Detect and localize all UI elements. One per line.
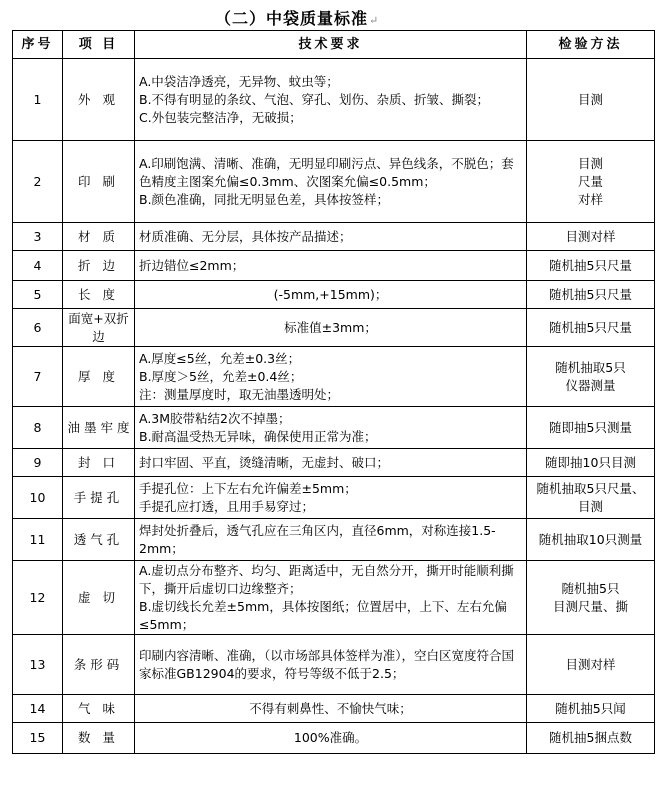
row-requirement xyxy=(135,635,527,695)
row-number: 4 xyxy=(13,251,63,281)
requirement-line: 焊封处折叠后，透气孔应在三角区内，直径6mm，对称连接1.5-2mm； xyxy=(139,522,496,556)
row-requirement xyxy=(135,723,527,754)
section-title xyxy=(215,6,379,29)
row-requirement xyxy=(135,695,527,723)
row-item: 手提孔 xyxy=(63,477,135,519)
row-number: 15 xyxy=(13,723,63,754)
row-method xyxy=(527,347,655,407)
row-requirement xyxy=(135,347,527,407)
row-item: 厚 度 xyxy=(63,347,135,407)
requirement-line: B.厚度＞5丝，允差±0.4丝； xyxy=(139,368,303,384)
requirement-line: 材质准确、无分层，具体按产品描述； xyxy=(139,228,352,244)
method-line: 随机抽5只闻 xyxy=(555,700,626,716)
header-method: 检验方法 xyxy=(527,31,655,59)
row-requirement xyxy=(135,223,527,251)
row-number: 12 xyxy=(13,561,63,635)
row-item: 面宽+双折边 xyxy=(63,309,135,347)
row-number: 13 xyxy=(13,635,63,695)
table-row xyxy=(13,223,655,251)
row-number: 7 xyxy=(13,347,63,407)
method-line: 目测对样 xyxy=(565,656,616,672)
row-number: 10 xyxy=(13,477,63,519)
row-requirement xyxy=(135,141,527,223)
requirement-line: C.外包装完整洁净，无破损； xyxy=(139,109,302,125)
method-line: 随机抽5只 xyxy=(561,580,620,596)
method-line: 对样 xyxy=(577,191,603,207)
row-method xyxy=(527,519,655,561)
table-row xyxy=(13,281,655,309)
row-method xyxy=(527,59,655,141)
table-row xyxy=(13,723,655,754)
table-row xyxy=(13,561,655,635)
row-item: 封 口 xyxy=(63,449,135,477)
row-number: 1 xyxy=(13,59,63,141)
row-item: 印 刷 xyxy=(63,141,135,223)
row-method xyxy=(527,407,655,449)
row-item: 条形码 xyxy=(63,635,135,695)
row-item: 折 边 xyxy=(63,251,135,281)
table-row xyxy=(13,309,655,347)
table-row xyxy=(13,695,655,723)
requirement-line: B.虚切线长允差±5mm，具体按图纸；位置居中，上下、左右允偏≤5mm； xyxy=(139,598,507,632)
requirement-line: A.厚度≤5丝，允差±0.3丝； xyxy=(139,350,301,366)
requirement-line: 手提孔位：上下左右允许偏差±5mm； xyxy=(139,480,357,496)
row-method xyxy=(527,695,655,723)
method-line: 随机抽5只尺量 xyxy=(549,319,632,335)
row-requirement xyxy=(135,281,527,309)
row-number: 8 xyxy=(13,407,63,449)
header-item: 项 目 xyxy=(63,31,135,59)
table-row xyxy=(13,407,655,449)
table-header-row xyxy=(13,31,655,59)
method-line: 随机抽取5只尺量、目测 xyxy=(536,480,645,514)
method-line: 随即抽5只测量 xyxy=(549,419,632,435)
row-requirement xyxy=(135,251,527,281)
table-row xyxy=(13,519,655,561)
row-method xyxy=(527,635,655,695)
row-requirement xyxy=(135,309,527,347)
row-method xyxy=(527,223,655,251)
row-number: 5 xyxy=(13,281,63,309)
table-row xyxy=(13,59,655,141)
row-method xyxy=(527,141,655,223)
table-row xyxy=(13,449,655,477)
row-item: 数 量 xyxy=(63,723,135,754)
row-item: 外 观 xyxy=(63,59,135,141)
method-line: 目测对样 xyxy=(565,228,616,244)
row-method xyxy=(527,561,655,635)
method-line: 随机抽5只尺量 xyxy=(549,257,632,273)
method-line: 目测尺量、撕 xyxy=(552,598,628,614)
row-number: 14 xyxy=(13,695,63,723)
row-number: 9 xyxy=(13,449,63,477)
row-item: 虚 切 xyxy=(63,561,135,635)
row-requirement xyxy=(135,407,527,449)
requirement-line: 标准值±3mm； xyxy=(284,319,377,335)
requirement-line: (-5mm,+15mm)； xyxy=(273,286,388,302)
requirement-line: 不得有刺鼻性、不愉快气味； xyxy=(249,700,412,716)
row-requirement xyxy=(135,561,527,635)
table-row xyxy=(13,141,655,223)
row-number: 11 xyxy=(13,519,63,561)
header-no: 序号 xyxy=(13,31,63,59)
method-line: 随机抽5只尺量 xyxy=(549,286,632,302)
requirement-line: 封口牢固、平直，烫缝清晰，无虚封、破口； xyxy=(139,454,390,470)
row-method xyxy=(527,723,655,754)
requirement-line: 注：测量厚度时，取无油墨透明处； xyxy=(139,386,340,402)
requirement-line: B.耐高温受热无异味，确保使用正常为准； xyxy=(139,428,377,444)
row-method xyxy=(527,449,655,477)
quality-standard-table xyxy=(12,30,655,754)
method-line: 仪器测量 xyxy=(565,377,616,393)
row-item: 透气孔 xyxy=(63,519,135,561)
section-title-text: （二）中袋质量标准 xyxy=(215,9,369,28)
row-number: 6 xyxy=(13,309,63,347)
header-requirement: 技术要求 xyxy=(135,31,527,59)
row-item: 长 度 xyxy=(63,281,135,309)
row-item: 材 质 xyxy=(63,223,135,251)
row-requirement xyxy=(135,477,527,519)
requirement-line: A.中袋洁净透亮，无异物、蚊虫等； xyxy=(139,73,339,89)
method-line: 随机抽取10只测量 xyxy=(538,531,643,547)
method-line: 目测 xyxy=(577,91,603,107)
method-line: 目测 xyxy=(577,155,603,171)
method-line: 随即抽10只目测 xyxy=(545,454,636,470)
row-requirement xyxy=(135,449,527,477)
row-requirement xyxy=(135,59,527,141)
row-number: 3 xyxy=(13,223,63,251)
method-line: 尺量 xyxy=(577,173,603,189)
requirement-line: 印刷内容清晰、准确，（以市场部具体签样为准），空白区宽度符合国家标准GB12904的要求，符号等级不低于2.5； xyxy=(139,647,515,681)
row-method xyxy=(527,281,655,309)
table-row xyxy=(13,635,655,695)
requirement-line: 折边错位≤2mm； xyxy=(139,257,245,273)
requirement-line: A.3M胶带粘结2次不掉墨； xyxy=(139,410,291,426)
requirement-line: B.颜色准确，同批无明显色差，具体按签样； xyxy=(139,191,390,207)
requirement-line: A.印刷饱满、清晰、准确，无明显印刷污点、异色线条，不脱色；套色精度主图案允偏≤0.3mm、次图案允偏≤0.5mm； xyxy=(139,155,514,189)
row-method xyxy=(527,309,655,347)
requirement-line: B.不得有明显的条纹、气泡、穿孔、划伤、杂质、折皱、撕裂； xyxy=(139,91,490,107)
return-mark-icon: ↵ xyxy=(369,14,380,27)
row-item: 气 味 xyxy=(63,695,135,723)
table-row xyxy=(13,251,655,281)
row-method xyxy=(527,477,655,519)
method-line: 随机抽取5只 xyxy=(555,359,626,375)
row-item: 油 墨 牢 度 xyxy=(63,407,135,449)
requirement-line: 手提孔应打透，且用手易穿过； xyxy=(139,498,315,514)
method-line: 随机抽5捆点数 xyxy=(549,730,632,745)
row-number: 2 xyxy=(13,141,63,223)
requirement-line: 100%准确。 xyxy=(293,730,368,745)
requirement-line: A.虚切点分布整齐、均匀、距离适中，无自然分开，撕开时能顺利撕下，撕开后虚切口边缘整齐； xyxy=(139,562,514,596)
table-row xyxy=(13,347,655,407)
row-requirement xyxy=(135,519,527,561)
row-method xyxy=(527,251,655,281)
table-row xyxy=(13,477,655,519)
